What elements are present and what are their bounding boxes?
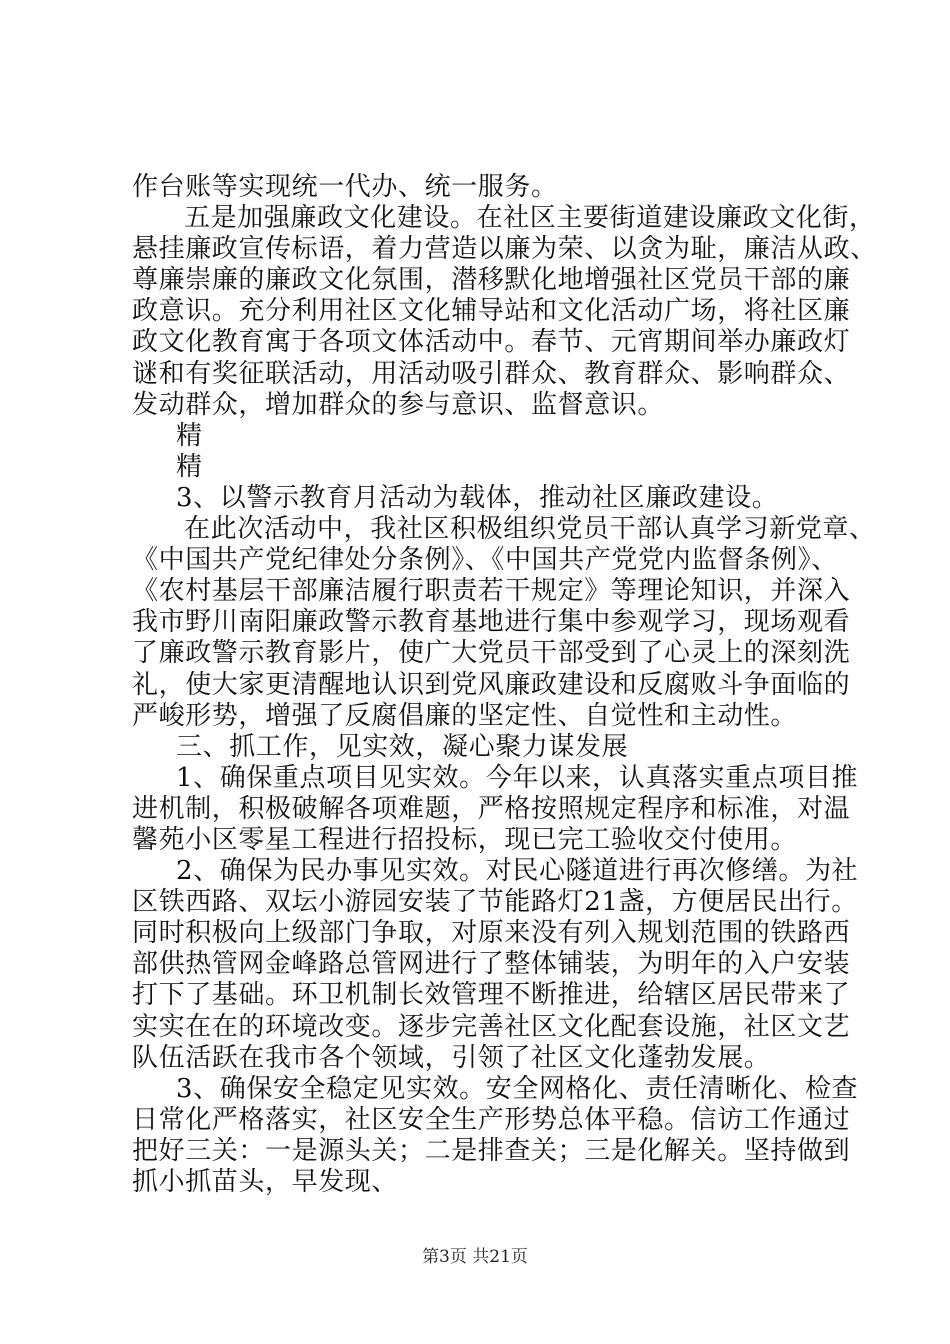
text-line: 日常化严格落实，社区安全生产形势总体平稳。信访工作通过 <box>132 1104 851 1135</box>
text-line: 了廉政警示教育影片，使广大党员干部受到了心灵上的深刻洗 <box>132 638 851 669</box>
text-line: 《农村基层干部廉洁履行职责若干规定》等理论知识，并深入 <box>132 576 851 607</box>
text-line: 五是加强廉政文化建设。在社区主要街道建设廉政文化街， <box>184 203 876 234</box>
text-line: 馨苑小区零星工程进行招投标，现已完工验收交付使用。 <box>132 824 798 855</box>
text-line: 进机制，积极破解各项难题，严格按照规定程序和标准，对温 <box>132 793 851 824</box>
text-line: 三、抓工作，见实效，凝心聚力谋发展 <box>176 731 629 762</box>
text-line: 在此次活动中，我社区积极组织党员干部认真学习新党章、 <box>184 514 876 545</box>
text-line: 尊廉崇廉的廉政文化氛围，潜移默化地增强社区党员干部的廉 <box>132 265 851 296</box>
text-line: 区铁西路、双坛小游园安装了节能路灯21盏，方便居民出行。 <box>132 887 858 918</box>
text-line: 严峻形势，增强了反腐倡廉的坚定性、自觉性和主动性。 <box>132 700 798 731</box>
page-footer: 第3页 共21页 <box>422 1247 528 1267</box>
text-line: 政意识。充分利用社区文化辅导站和文化活动广场，将社区廉 <box>132 296 851 327</box>
text-line: 队伍活跃在我市各个领域，引领了社区文化蓬勃发展。 <box>132 1042 771 1073</box>
text-line: 抓小抓苗头，早发现、 <box>132 1167 399 1197</box>
text-line: 政文化教育寓于各项文体活动中。春节、元宵期间举办廉政灯 <box>132 327 851 358</box>
text-line: 1、确保重点项目见实效。今年以来，认真落实重点项目推 <box>176 762 859 793</box>
text-line: 实实在在的环境改变。逐步完善社区文化配套设施，社区文艺 <box>132 1011 851 1042</box>
document-body <box>132 172 877 1198</box>
text-line: 部供热管网金峰路总管网进行了整体铺装，为明年的入户安装 <box>132 949 851 980</box>
text-line: 同时积极向上级部门争取，对原来没有列入规划范围的铁路西 <box>132 918 851 949</box>
text-line: 礼，使大家更清醒地认识到党风廉政建设和反腐败斗争面临的 <box>132 669 851 700</box>
text-line: 2、确保为民办事见实效。对民心隧道进行再次修缮。为社 <box>176 856 859 887</box>
text-line: 3、以警示教育月活动为载体，推动社区廉政建设。 <box>176 482 779 513</box>
text-line: 悬挂廉政宣传标语，着力营造以廉为荣、以贪为耻，廉洁从政、 <box>132 234 877 265</box>
text-line: 我市野川南阳廉政警示教育基地进行集中参观学习，现场观看 <box>132 607 851 638</box>
text-line: 把好三关：一是源头关；二是排查关；三是化解关。坚持做到 <box>132 1135 851 1166</box>
text-line: 3、确保安全稳定见实效。安全网格化、责任清晰化、检查 <box>176 1073 859 1104</box>
text-line: 精 <box>176 451 203 482</box>
text-line: 精 <box>176 420 203 451</box>
text-line: 打下了基础。环卫机制长效管理不断推进，给辖区居民带来了 <box>132 980 851 1011</box>
text-line: 发动群众，增加群众的参与意识、监督意识。 <box>132 389 665 420</box>
text-line: 谜和有奖征联活动，用活动吸引群众、教育群众、影响群众、 <box>132 358 851 389</box>
text-line: 作台账等实现统一代办、统一服务。 <box>132 172 558 202</box>
text-line: 《中国共产党纪律处分条例》、《中国共产党党内监督条例》、 <box>132 545 838 576</box>
